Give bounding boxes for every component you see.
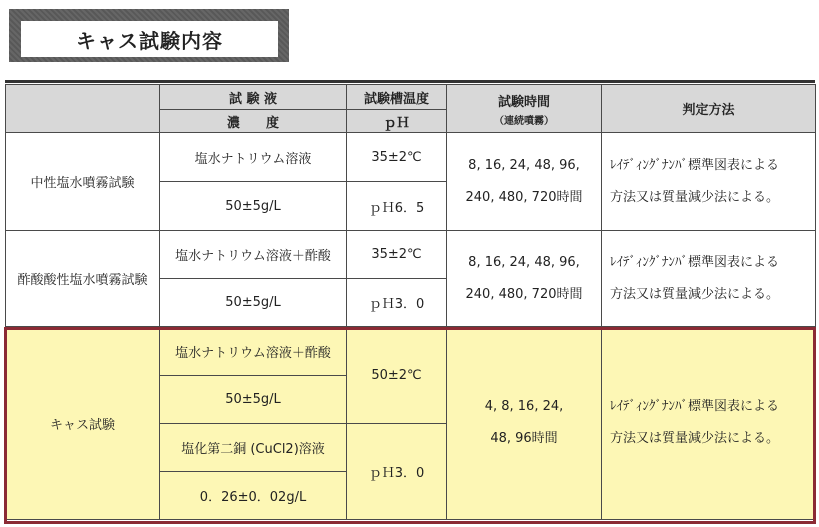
cass-time-line-1: 4, 8, 16, 24, bbox=[484, 399, 564, 414]
header-test-time-sub: （連続噴霧） bbox=[494, 115, 554, 127]
cass-judge-line-2: 方法又は質量減少法による。 bbox=[610, 431, 780, 446]
time-line-1: 8, 16, 24, 48, 96, bbox=[468, 157, 580, 173]
concentration-cell: 50±5g/L bbox=[160, 182, 347, 231]
table-row bbox=[6, 231, 816, 279]
temp-cell: 35±2℃ bbox=[347, 133, 447, 182]
concentration-cell: 50±5g/L bbox=[160, 279, 347, 327]
ph-cell: ｐＨ3．0 bbox=[347, 279, 447, 327]
header-row-1 bbox=[6, 85, 816, 110]
time-line-1: 8, 16, 24, 48, 96, bbox=[468, 254, 580, 270]
table-top-rule bbox=[5, 80, 815, 83]
time-line-2: 240, 480, 720時間 bbox=[465, 286, 583, 302]
time-cell bbox=[447, 133, 602, 231]
cass-solution-2: 塩化第二銅 (CuCl2)溶液 bbox=[160, 424, 347, 472]
cass-solution-1: 塩水ナトリウム溶液＋酢酸 bbox=[160, 327, 347, 376]
cass-row bbox=[6, 327, 816, 376]
time-line-2: 240, 480, 720時間 bbox=[465, 189, 583, 205]
judge-line-2: 方法又は質量減少法による。 bbox=[610, 189, 780, 205]
test-name: 中性塩水噴霧試験 bbox=[6, 133, 160, 231]
header-test-time-label: 試験時間 bbox=[497, 94, 550, 110]
cass-judgment bbox=[602, 327, 816, 520]
ph-cell: ｐＨ6．5 bbox=[347, 182, 447, 231]
test-table bbox=[5, 84, 816, 520]
header-solution: 試 験 液 bbox=[160, 85, 347, 110]
header-tank-temp: 試験槽温度 bbox=[347, 85, 447, 110]
header-ph: ｐＨ bbox=[347, 110, 447, 133]
cass-judge-line-1: ﾚｲﾃﾞｨﾝｸﾞﾅﾝﾊﾞ標準図表による bbox=[610, 399, 780, 414]
cass-ph: ｐＨ3．0 bbox=[347, 424, 447, 520]
solution-cell: 塩水ナトリウム溶液＋酢酸 bbox=[160, 231, 347, 279]
temp-cell: 35±2℃ bbox=[347, 231, 447, 279]
cass-time-line-2: 48, 96時間 bbox=[490, 431, 558, 446]
title-frame bbox=[9, 9, 289, 62]
judge-line-1: ﾚｲﾃﾞｨﾝｸﾞﾅﾝﾊﾞ標準図表による bbox=[610, 254, 780, 270]
cass-temp: 50±2℃ bbox=[347, 327, 447, 424]
test-name: 酢酸酸性塩水噴霧試験 bbox=[6, 231, 160, 327]
judge-line-2: 方法又は質量減少法による。 bbox=[610, 286, 780, 302]
header-test-time bbox=[447, 85, 602, 133]
judge-line-1: ﾚｲﾃﾞｨﾝｸﾞﾅﾝﾊﾞ標準図表による bbox=[610, 157, 780, 173]
header-concentration: 濃 度 bbox=[160, 110, 347, 133]
cass-test-name: キャス試験 bbox=[6, 327, 160, 520]
table-row bbox=[6, 133, 816, 182]
time-cell bbox=[447, 231, 602, 327]
cass-time bbox=[447, 327, 602, 520]
solution-cell: 塩水ナトリウム溶液 bbox=[160, 133, 347, 182]
header-blank bbox=[6, 85, 160, 133]
judgment-cell bbox=[602, 133, 816, 231]
cass-concentration-2: 0．26±0．02g/L bbox=[160, 472, 347, 520]
judgment-cell bbox=[602, 231, 816, 327]
page-title: キャス試験内容 bbox=[21, 21, 278, 57]
header-judgment: 判定方法 bbox=[602, 85, 816, 133]
cass-concentration-1: 50±5g/L bbox=[160, 376, 347, 424]
